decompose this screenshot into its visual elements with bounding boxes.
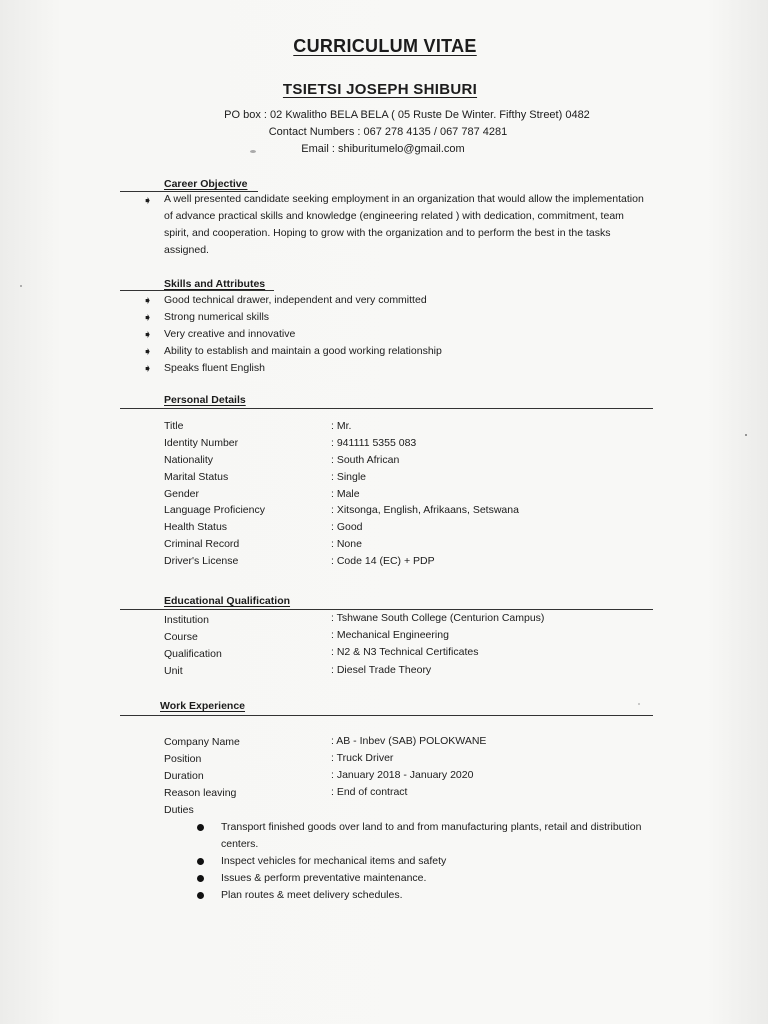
work-label: Position xyxy=(164,753,202,765)
document-title: CURRICULUM VITAE xyxy=(293,36,477,56)
arrow-bullet-icon: ➧ xyxy=(143,295,153,307)
scan-speck xyxy=(745,434,747,436)
career-objective-text: A well presented candidate seeking employment in an organization that would allow the implementation of advance practical skills and knowledge (engineering related ) with dedication, commitment, team spirit, and cooperation. Hoping to grow with the organization and to perform the best in the tasks assigned. xyxy=(164,193,644,256)
duties-label: Duties xyxy=(164,804,194,816)
education-label: Course xyxy=(164,631,198,643)
work-experience-heading: Work Experience xyxy=(160,700,246,712)
personal-label: Identity Number xyxy=(164,437,239,449)
arrow-bullet-icon: ➧ xyxy=(143,312,153,324)
email-line: Email : shiburitumelo@gmail.com xyxy=(301,143,465,155)
skills-heading: Skills and Attributes xyxy=(164,278,266,290)
work-label: Reason leaving xyxy=(164,787,237,799)
address-line: PO box : 02 Kwalitho BELA BELA ( 05 Ruste De Winter. Fifthy Street) 0482 xyxy=(224,109,590,121)
education-heading: Educational Qualification xyxy=(164,595,291,607)
work-label: Company Name xyxy=(164,736,240,748)
duty-item: Issues & perform preventative maintenance. xyxy=(221,872,427,884)
education-value: : Mechanical Engineering xyxy=(331,629,449,641)
personal-value: : Male xyxy=(331,488,360,500)
skill-item: Strong numerical skills xyxy=(164,311,270,323)
skill-item: Speaks fluent English xyxy=(164,362,265,374)
scan-speck xyxy=(638,703,640,705)
personal-label: Marital Status xyxy=(164,471,229,483)
arrow-bullet-icon: ➧ xyxy=(143,329,153,341)
skill-item: Good technical drawer, independent and very committed xyxy=(164,294,427,306)
work-value: : AB - Inbev (SAB) POLOKWANE xyxy=(331,735,487,747)
section-rule xyxy=(120,609,653,610)
personal-details-heading: Personal Details xyxy=(164,394,246,406)
bullet-icon xyxy=(197,875,204,882)
personal-label: Title xyxy=(164,420,184,432)
section-rule xyxy=(120,715,653,716)
scan-speck xyxy=(20,285,22,287)
personal-value: : Good xyxy=(331,521,363,533)
duty-item: Plan routes & meet delivery schedules. xyxy=(221,889,403,901)
duty-item: Inspect vehicles for mechanical items and safety xyxy=(221,855,447,867)
phone-line: Contact Numbers : 067 278 4135 / 067 787 4281 xyxy=(268,126,508,138)
scan-speck xyxy=(250,150,256,153)
arrow-bullet-icon: ➧ xyxy=(143,346,153,358)
education-value: : Diesel Trade Theory xyxy=(331,664,432,676)
arrow-bullet-icon: ➧ xyxy=(143,363,153,375)
personal-label: Driver's License xyxy=(164,555,239,567)
personal-label: Gender xyxy=(164,488,200,500)
personal-value: : Xitsonga, English, Afrikaans, Setswana xyxy=(331,504,519,516)
section-rule xyxy=(120,290,274,291)
education-label: Qualification xyxy=(164,648,222,660)
personal-value: : Mr. xyxy=(331,420,352,432)
personal-value: : None xyxy=(331,538,362,550)
personal-label: Criminal Record xyxy=(164,538,240,550)
education-value: : Tshwane South College (Centurion Campus) xyxy=(331,612,545,624)
skill-item: Ability to establish and maintain a good working relationship xyxy=(164,345,442,357)
personal-value: : 941111 5355 083 xyxy=(331,437,417,449)
personal-label: Language Proficiency xyxy=(164,504,265,516)
education-value: : N2 & N3 Technical Certificates xyxy=(331,646,479,658)
personal-value: : Single xyxy=(331,471,367,483)
career-objective-heading: Career Objective xyxy=(164,178,248,190)
personal-value: : Code 14 (EC) + PDP xyxy=(331,555,435,567)
personal-label: Nationality xyxy=(164,454,214,466)
personal-value: : South African xyxy=(331,454,400,466)
personal-label: Health Status xyxy=(164,521,228,533)
candidate-name: TSIETSI JOSEPH SHIBURI xyxy=(282,81,478,98)
work-value: : End of contract xyxy=(331,786,408,798)
arrow-bullet-icon: ➧ xyxy=(143,195,153,207)
education-label: Institution xyxy=(164,614,209,626)
work-value: : Truck Driver xyxy=(331,752,394,764)
work-value: : January 2018 - January 2020 xyxy=(331,769,474,781)
work-label: Duration xyxy=(164,770,204,782)
bullet-icon xyxy=(197,824,204,831)
duty-item: Transport finished goods over land to and from manufacturing plants, retail and distribution centers. xyxy=(221,821,642,850)
skill-item: Very creative and innovative xyxy=(164,328,296,340)
section-rule xyxy=(120,408,653,409)
education-label: Unit xyxy=(164,665,183,677)
bullet-icon xyxy=(197,858,204,865)
bullet-icon xyxy=(197,892,204,899)
